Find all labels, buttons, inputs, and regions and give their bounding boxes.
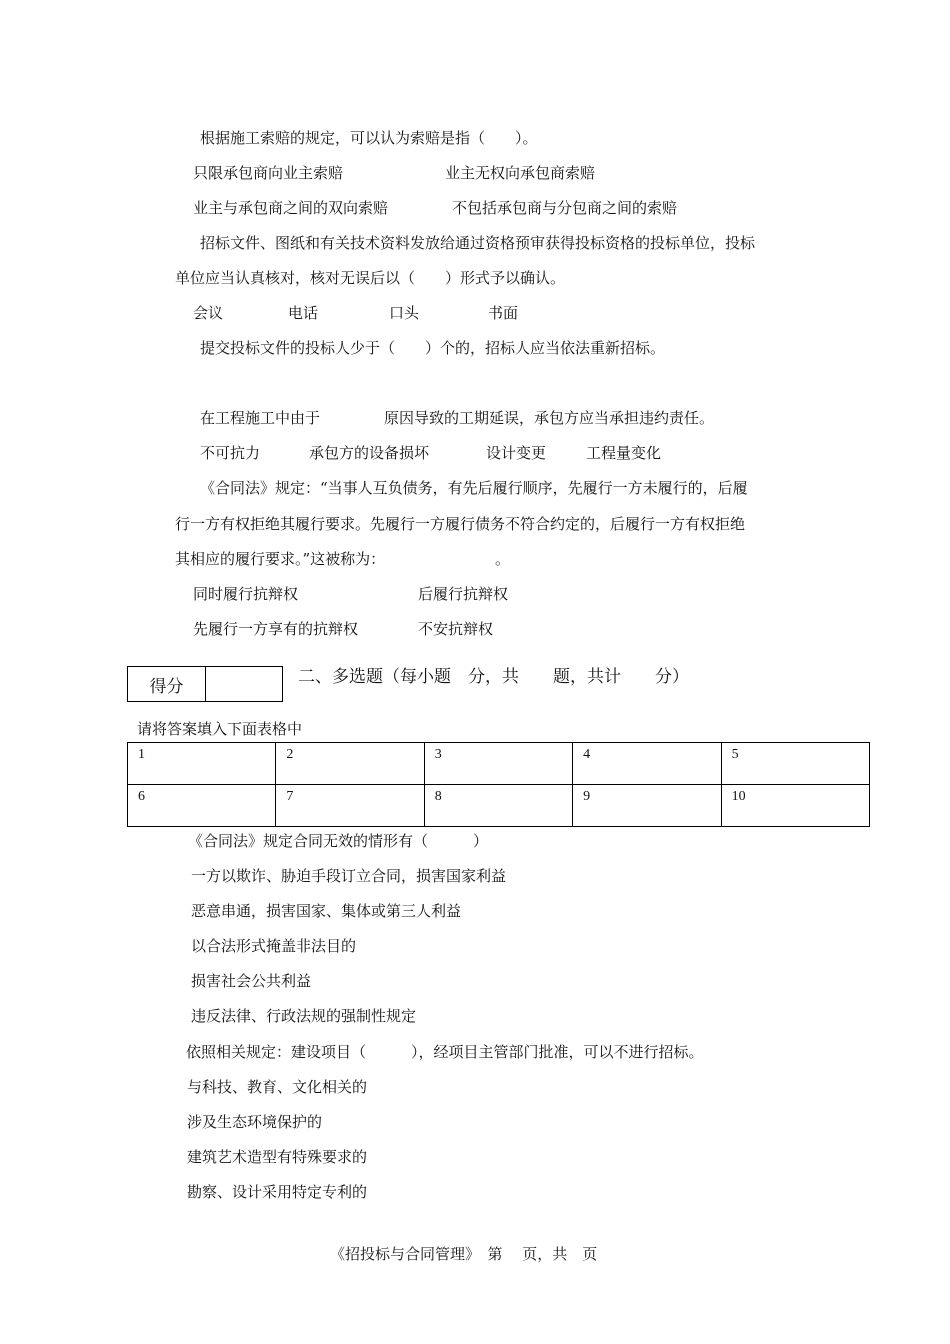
question-stem: 其相应的履行要求。”这被称为： [175, 550, 386, 568]
option-text: 承包方的设备损坏 [309, 444, 430, 462]
option-text: 涉及生态环境保护的 [187, 1113, 323, 1131]
option-text: 勘察、设计采用特定专利的 [187, 1183, 368, 1201]
option-text: 口头 [389, 304, 420, 322]
score-value-cell[interactable] [206, 667, 282, 701]
option-text: 设计变更 [486, 444, 547, 462]
option-text: 恶意串通，损害国家、集体或第三人利益 [191, 902, 462, 920]
table-row [128, 785, 870, 827]
answer-cell[interactable]: 9 [573, 785, 721, 827]
score-label: 得分 [128, 667, 206, 701]
question-stem: 《合同法》规定：“当事人互负债务，有先后履行顺序，先履行一方未履行的，后履 [200, 479, 748, 497]
question-stem: 原因导致的工期延误，承包方应当承担违约责任。 [384, 409, 715, 427]
section-title: 二、多选题（每小题 分，共 题，共计 分） [298, 667, 689, 687]
question-stem: 行一方有权拒绝其履行要求。先履行一方履行债务不符合约定的，后履行一方有权拒绝 [175, 515, 746, 533]
option-text: 同时履行抗辩权 [193, 585, 299, 603]
question-stem: 提交投标文件的投标人少于（ ）个的，招标人应当依法重新招标。 [200, 339, 666, 357]
answer-cell[interactable]: 6 [128, 785, 276, 827]
option-text: 先履行一方享有的抗辩权 [193, 620, 359, 638]
answer-cell[interactable]: 5 [721, 743, 869, 785]
option-text: 一方以欺诈、胁迫手段订立合同，损害国家利益 [191, 867, 507, 885]
answer-cell[interactable]: 2 [276, 743, 424, 785]
answer-cell[interactable]: 4 [573, 743, 721, 785]
answer-cell[interactable]: 1 [128, 743, 276, 785]
option-text: 业主无权向承包商索赔 [445, 164, 596, 182]
option-text: 会议 [193, 304, 224, 322]
table-row [128, 743, 870, 785]
option-text: 工程量变化 [586, 444, 662, 462]
question-stem: 。 [495, 550, 511, 568]
option-text: 与科技、教育、文化相关的 [187, 1078, 368, 1096]
option-text: 不可抗力 [200, 444, 261, 462]
question-stem: 在工程施工中由于 [200, 409, 321, 427]
option-text: 以合法形式掩盖非法目的 [191, 937, 357, 955]
answer-cell[interactable]: 8 [424, 785, 572, 827]
page-footer: 《招投标与合同管理》 第 页，共 页 [330, 1245, 598, 1263]
answer-cell[interactable]: 10 [721, 785, 869, 827]
score-box [127, 666, 283, 702]
question-stem: 根据施工索赔的规定，可以认为索赔是指（ ）。 [200, 129, 538, 147]
question-stem: 招标文件、图纸和有关技术资料发放给通过资格预审获得投标资格的投标单位，投标 [200, 234, 756, 252]
answer-table [127, 742, 870, 827]
option-text: 只限承包商向业主索赔 [193, 164, 344, 182]
option-text: 书面 [488, 304, 519, 322]
option-text: 电话 [288, 304, 319, 322]
question-stem: 《合同法》规定合同无效的情形有（ ） [188, 832, 489, 850]
question-stem: 单位应当认真核对，核对无误后以（ ）形式予以确认。 [175, 269, 566, 287]
option-text: 业主与承包商之间的双向索赔 [193, 199, 389, 217]
option-text: 建筑艺术造型有特殊要求的 [187, 1148, 368, 1166]
option-text: 违反法律、行政法规的强制性规定 [191, 1007, 417, 1025]
option-text: 不包括承包商与分包商之间的索赔 [452, 199, 678, 217]
answer-cell[interactable]: 7 [276, 785, 424, 827]
option-text: 后履行抗辩权 [418, 585, 509, 603]
answer-cell[interactable]: 3 [424, 743, 572, 785]
question-stem: 依照相关规定：建设项目（ ），经项目主管部门批准，可以不进行招标。 [186, 1043, 704, 1061]
option-text: 不安抗辩权 [418, 620, 494, 638]
option-text: 损害社会公共利益 [191, 972, 312, 990]
answer-instruction: 请将答案填入下面表格中 [137, 720, 303, 738]
